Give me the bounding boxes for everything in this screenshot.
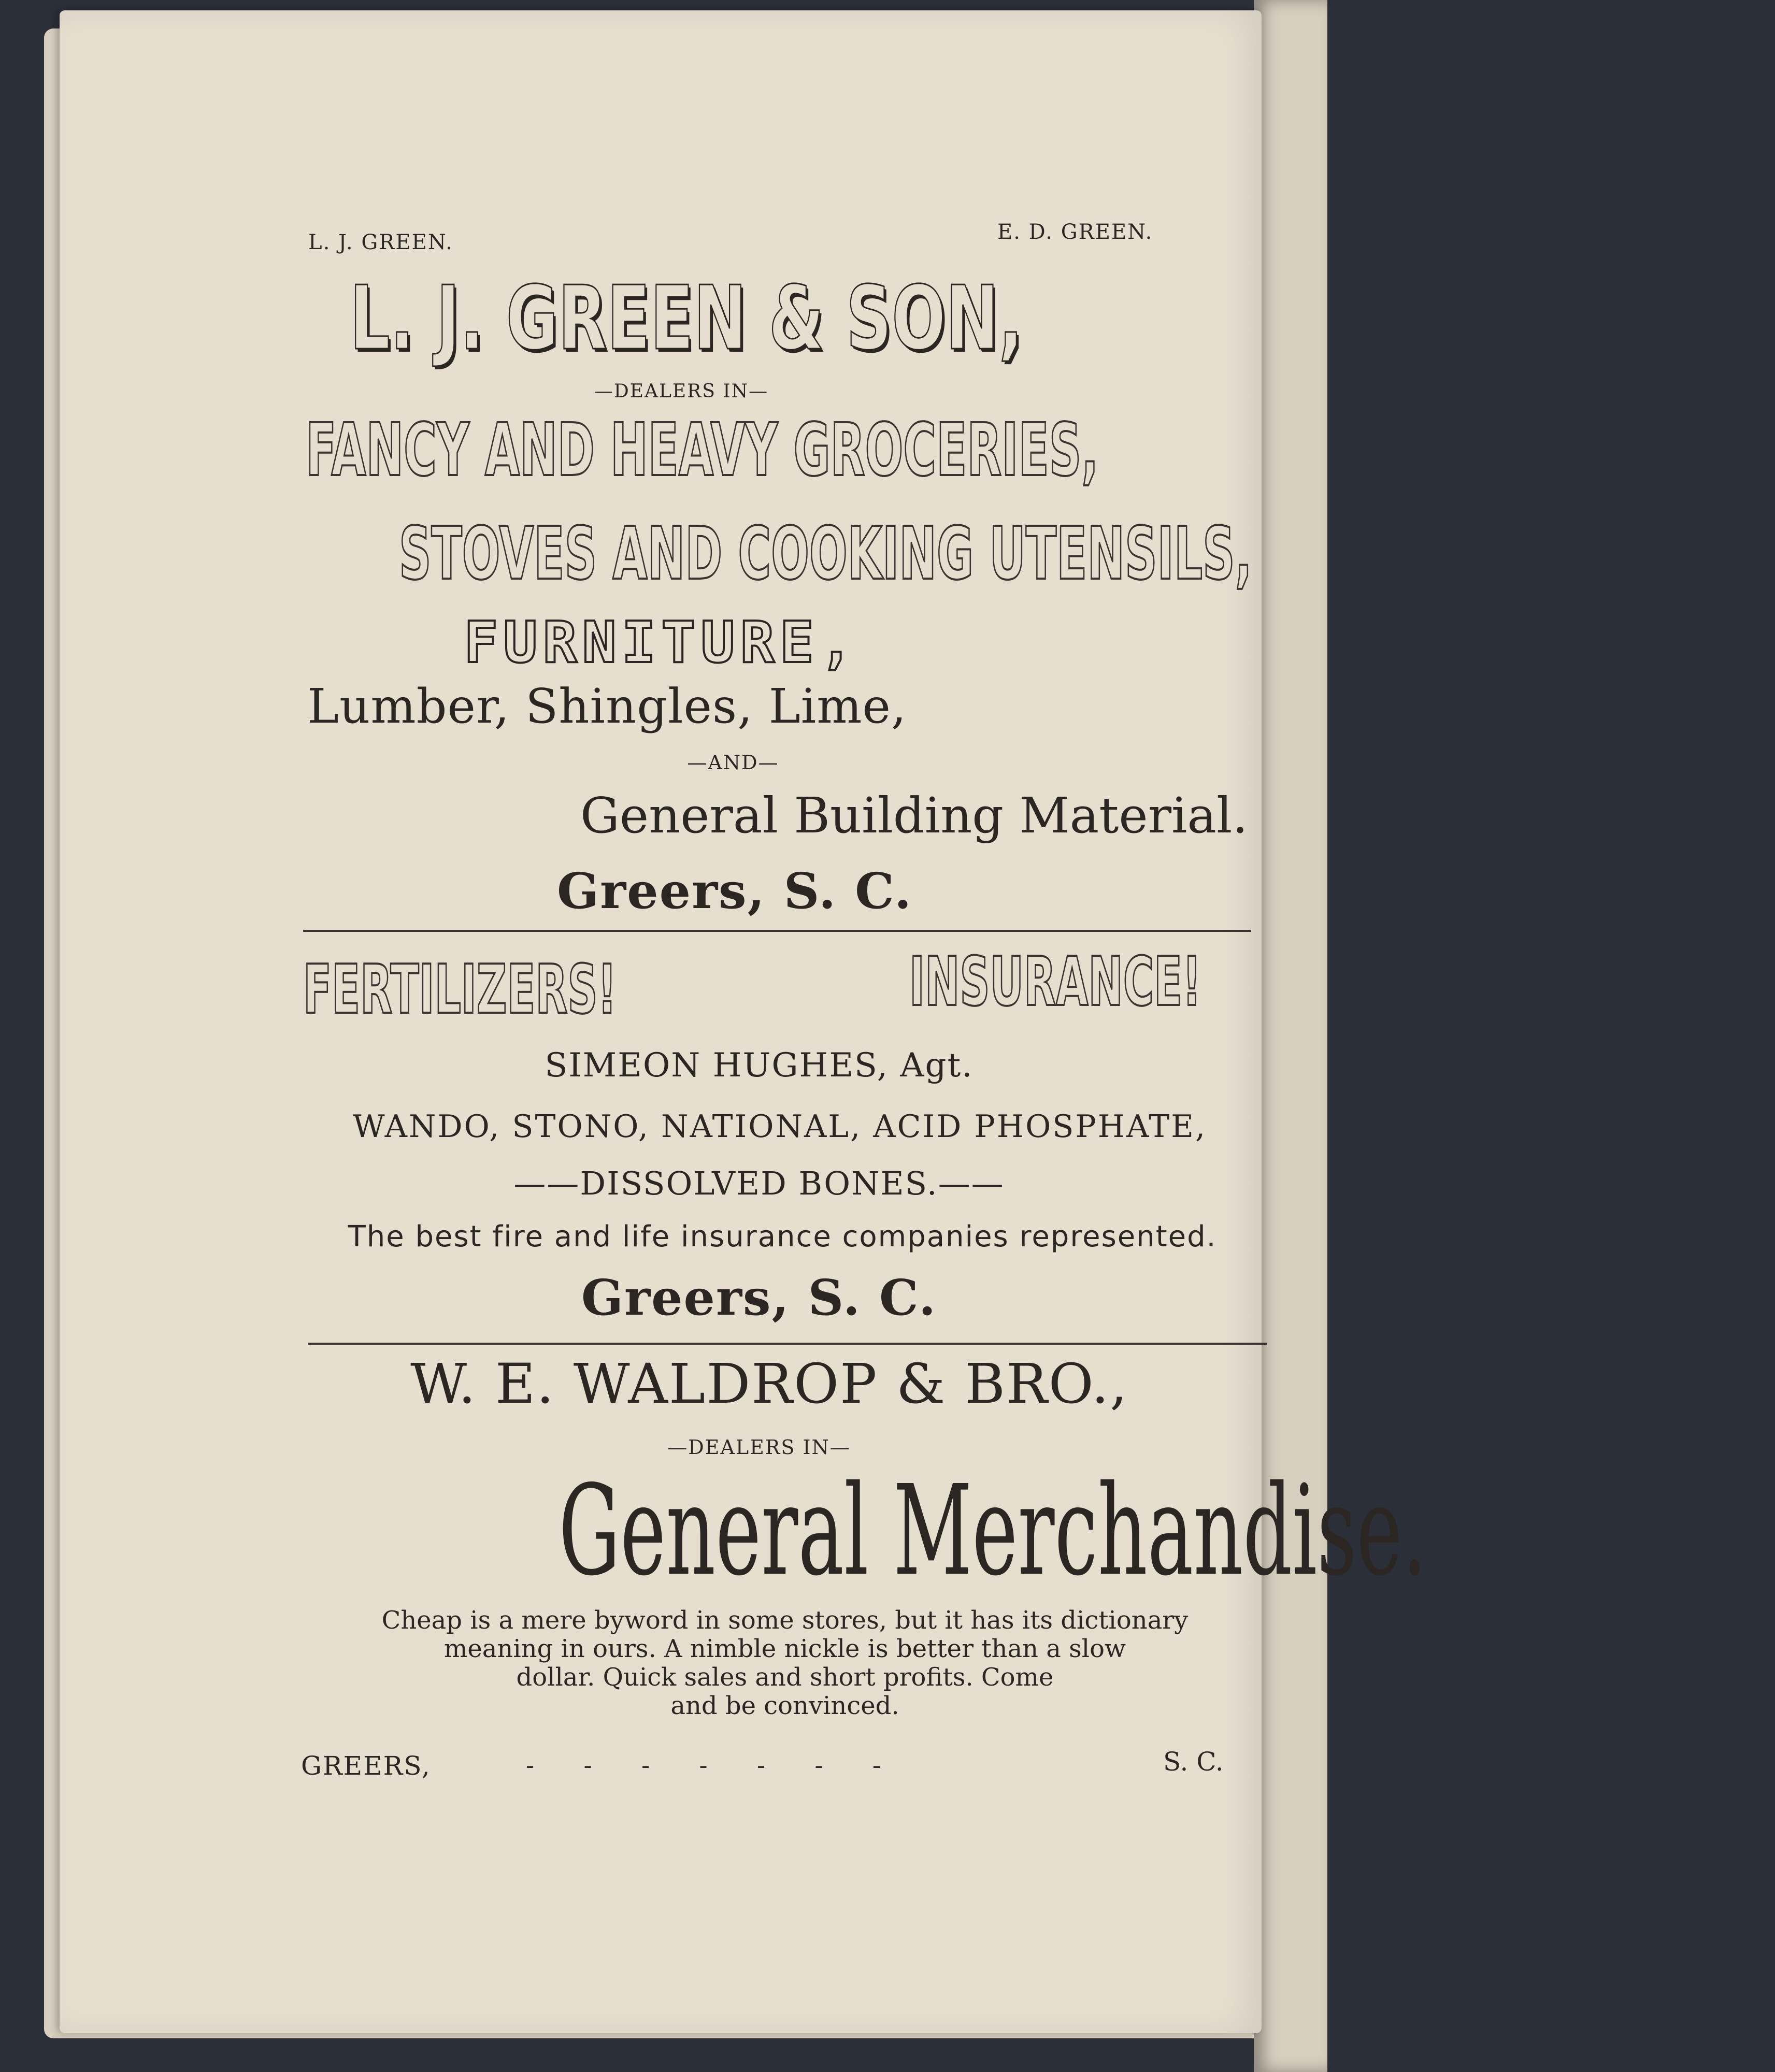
book-page xyxy=(60,10,1427,2033)
green-company-name xyxy=(350,267,1285,370)
green-line-furniture xyxy=(464,611,858,673)
green-line-building: General Building Material. xyxy=(580,787,1248,844)
green-and: —AND— xyxy=(687,751,779,774)
hughes-insurance-heading xyxy=(909,942,1380,1021)
waldrop-headline xyxy=(293,1458,1427,1603)
green-line-furniture-text: FURNITURE, xyxy=(464,609,859,675)
hughes-insurance-text: INSURANCE! xyxy=(909,942,1201,1021)
hughes-location: Greers, S. C. xyxy=(581,1269,937,1327)
hughes-insurance-line: The best fire and life insurance companies represented. xyxy=(348,1220,1217,1254)
green-line-groceries xyxy=(306,408,1584,493)
green-line-stoves-text: STOVES AND COOKING UTENSILS, xyxy=(399,512,1252,596)
waldrop-copy-1: Cheap is a mere byword in some stores, but it has its dictionary xyxy=(381,1606,1189,1635)
green-line-stoves xyxy=(399,512,1775,596)
waldrop-dealers-in: —DEALERS IN— xyxy=(667,1436,851,1459)
green-line-groceries-text: FANCY AND HEAVY GROCERIES, xyxy=(306,408,1099,493)
green-line-lumber: Lumber, Shingles, Lime, xyxy=(307,679,907,734)
divider-rule-2 xyxy=(308,1343,1267,1345)
hughes-fertilizers-heading xyxy=(303,950,809,1029)
waldrop-footer-dots: - - - - - - - xyxy=(526,1751,902,1780)
hughes-fertilizers-text: FERTILIZERS! xyxy=(303,950,617,1029)
waldrop-company-name: W. E. WALDROP & BRO., xyxy=(410,1352,1128,1416)
waldrop-copy-4: and be convinced. xyxy=(670,1691,899,1720)
waldrop-copy-2: meaning in ours. A nimble nickle is better than a slow xyxy=(443,1634,1126,1663)
header-right-name: E. D. GREEN. xyxy=(997,220,1153,244)
waldrop-footer-right: S. C. xyxy=(1163,1747,1224,1777)
header-left-name: L. J. GREEN. xyxy=(308,231,453,254)
green-location: Greers, S. C. xyxy=(557,862,913,920)
green-dealers-in: —DEALERS IN— xyxy=(594,381,769,402)
hughes-products: WANDO, STONO, NATIONAL, ACID PHOSPHATE, xyxy=(352,1109,1207,1145)
waldrop-footer-left: GREERS, xyxy=(301,1751,431,1781)
hughes-bones: ——DISSOLVED BONES.—— xyxy=(513,1164,1005,1202)
waldrop-headline-text: General Merchandise. xyxy=(559,1458,1427,1603)
waldrop-copy-3: dollar. Quick sales and short profits. Come xyxy=(516,1663,1054,1692)
divider-rule-1 xyxy=(303,930,1251,932)
hughes-agent: SIMEON HUGHES, Agt. xyxy=(545,1046,974,1085)
green-company-name-text: L. J. GREEN & SON, xyxy=(350,267,1023,370)
